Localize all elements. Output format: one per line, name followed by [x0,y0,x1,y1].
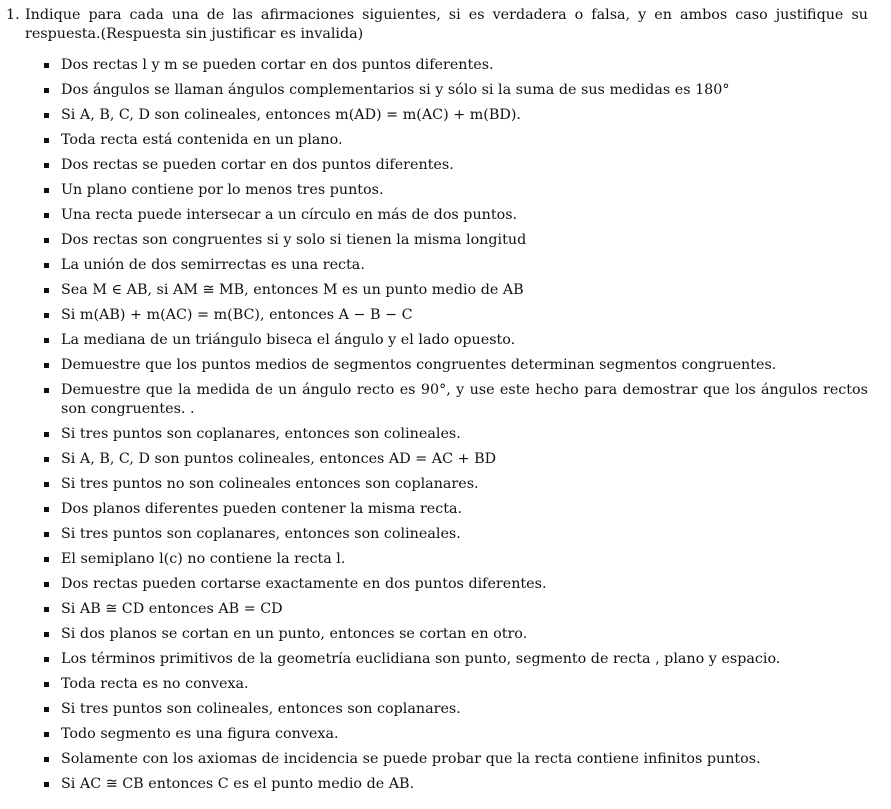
list-item: Una recta puede intersecar a un círculo en más de dos puntos. [0,206,880,231]
list-item: Dos rectas se pueden cortar en dos puntos diferentes. [0,156,880,181]
list-item: La mediana de un triángulo biseca el ángulo y el lado opuesto. [0,331,880,356]
statement-list [0,56,880,800]
list-item: El semiplano l(c) no contiene la recta l. [0,550,880,575]
list-item: Si tres puntos son coplanares, entonces son colineales. [0,525,880,550]
list-item: Un plano contiene por lo menos tres puntos. [0,181,880,206]
list-item: Si A, B, C, D son colineales, entonces m(AD) = m(AC) + m(BD). [0,106,880,131]
list-item: Demuestre que la medida de un ángulo recto es 90°, y use este hecho para demostrar que los ángulos rectos son congruentes. . [0,381,880,425]
list-item: Si dos planos se cortan en un punto, entonces se cortan en otro. [0,625,880,650]
list-item: Toda recta está contenida en un plano. [0,131,880,156]
list-item: Si m(AB) + m(AC) = m(BC), entonces A − B − C [0,306,880,331]
list-item: Si tres puntos no son colineales entonces son coplanares. [0,475,880,500]
list-item: Los términos primitivos de la geometría euclidiana son punto, segmento de recta , plano y espacio. [0,650,880,675]
list-item: La unión de dos semirrectas es una recta. [0,256,880,281]
list-item: Si tres puntos son colineales, entonces son coplanares. [0,700,880,725]
list-item: Dos rectas son congruentes si y solo si tienen la misma longitud [0,231,880,256]
list-item: Sea M ∈ AB, si AM ≅ MB, entonces M es un punto medio de AB [0,281,880,306]
question-text: Indique para cada una de las afirmaciones siguientes, si es verdadera o falsa, y en ambos caso justifique su respuesta.(Respuesta sin justificar es invalida) [25,7,868,42]
list-item: Si AC ≅ CB entonces C es el punto medio de AB. [0,775,880,800]
list-item: Dos rectas pueden cortarse exactamente en dos puntos diferentes. [0,575,880,600]
list-item: Todo segmento es una figura convexa. [0,725,880,750]
list-item: Dos rectas l y m se pueden cortar en dos puntos diferentes. [0,56,880,81]
list-item: Toda recta es no convexa. [0,675,880,700]
list-item: Si AB ≅ CD entonces AB = CD [0,600,880,625]
list-item: Dos ángulos se llaman ángulos complementarios si y sólo si la suma de sus medidas es 180° [0,81,880,106]
list-item: Demuestre que los puntos medios de segmentos congruentes determinan segmentos congruentes. [0,356,880,381]
question-number: 1. [6,7,20,23]
list-item: Solamente con los axiomas de incidencia se puede probar que la recta contiene infinitos puntos. [0,750,880,775]
list-item: Dos planos diferentes pueden contener la misma recta. [0,500,880,525]
list-item: Si tres puntos son coplanares, entonces son colineales. [0,425,880,450]
question-intro [6,6,868,44]
list-item: Si A, B, C, D son puntos colineales, entonces AD = AC + BD [0,450,880,475]
